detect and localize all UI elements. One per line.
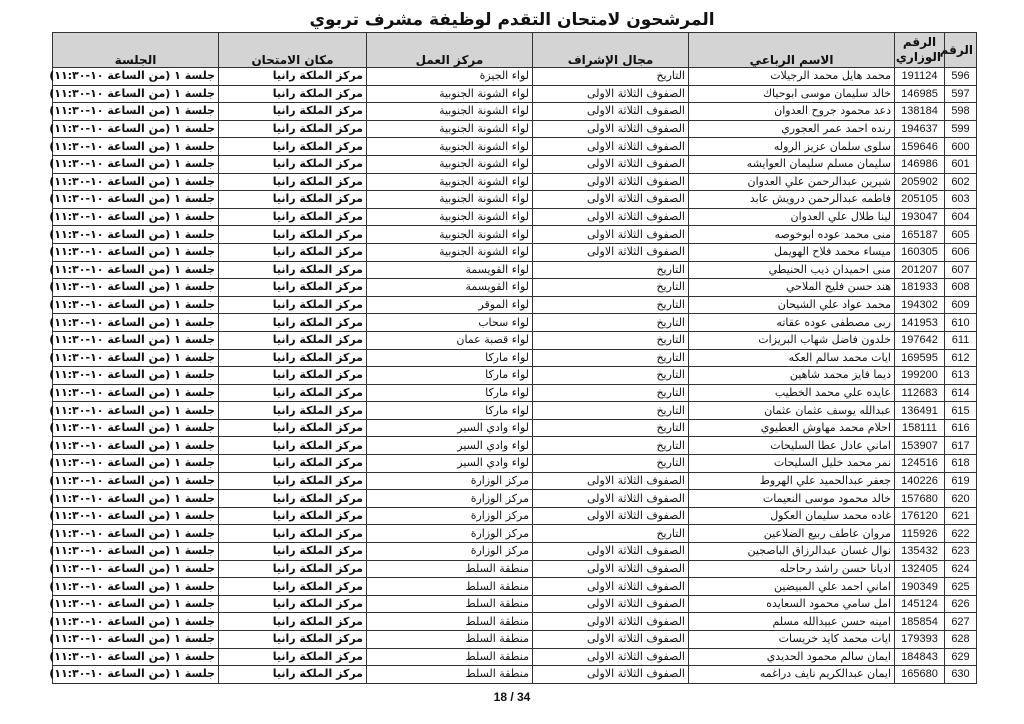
cell-ministry-id: 132405 [895, 560, 945, 578]
cell-seq: 629 [945, 648, 977, 666]
cell-session: جلسة ١ (من الساعة ١٠-١١:٣٠) [53, 578, 219, 596]
cell-ministry-id: 181933 [895, 279, 945, 297]
cell-workplace: لواء الشونة الجنوبية [367, 155, 533, 173]
table-row [53, 331, 977, 349]
cell-workplace: منطقة السلط [367, 648, 533, 666]
cell-name: منى احميدان ذيب الحنيطي [689, 261, 895, 279]
cell-exam-place: مركز الملكة رانيا [219, 191, 367, 209]
cell-field: التاريخ [533, 314, 689, 332]
cell-name: خالد سليمان موسى ابوحياك [689, 85, 895, 103]
cell-field: التاريخ [533, 279, 689, 297]
cell-exam-place: مركز الملكة رانيا [219, 419, 367, 437]
cell-seq: 600 [945, 138, 977, 156]
cell-workplace: لواء الشونة الجنوبية [367, 191, 533, 209]
header-workplace: مركز العمل [367, 33, 533, 68]
cell-name: نوال غسان عبدالرزاق الباصجين [689, 543, 895, 561]
cell-field: الصفوف الثلاثة الاولى [533, 103, 689, 121]
cell-field: الصفوف الثلاثة الاولى [533, 560, 689, 578]
cell-workplace: لواء ماركا [367, 402, 533, 420]
cell-seq: 599 [945, 120, 977, 138]
cell-field: الصفوف الثلاثة الاولى [533, 173, 689, 191]
cell-field: التاريخ [533, 367, 689, 385]
table-row [53, 613, 977, 631]
cell-seq: 603 [945, 191, 977, 209]
cell-field: التاريخ [533, 296, 689, 314]
table-row [53, 138, 977, 156]
table-row [53, 226, 977, 244]
cell-workplace: منطقة السلط [367, 666, 533, 684]
cell-name: سليمان مسلم سليمان العوايشه [689, 155, 895, 173]
cell-seq: 602 [945, 173, 977, 191]
cell-exam-place: مركز الملكة رانيا [219, 631, 367, 649]
cell-field: الصفوف الثلاثة الاولى [533, 507, 689, 525]
table-row [53, 243, 977, 261]
cell-seq: 620 [945, 490, 977, 508]
cell-ministry-id: 179393 [895, 631, 945, 649]
cell-name: هند حسن فليح الملاحي [689, 279, 895, 297]
cell-name: اماني احمد علي المبيضين [689, 578, 895, 596]
cell-workplace: لواء وادي السير [367, 419, 533, 437]
cell-field: الصفوف الثلاثة الاولى [533, 155, 689, 173]
table-row [53, 155, 977, 173]
cell-exam-place: مركز الملكة رانيا [219, 120, 367, 138]
cell-seq: 619 [945, 472, 977, 490]
cell-field: التاريخ [533, 437, 689, 455]
cell-seq: 604 [945, 208, 977, 226]
cell-name: ميساء محمد فلاح الهويمل [689, 243, 895, 261]
cell-exam-place: مركز الملكة رانيا [219, 472, 367, 490]
page-number: 18 / 34 [493, 690, 531, 704]
cell-workplace: منطقة السلط [367, 560, 533, 578]
table-row [53, 191, 977, 209]
cell-field: التاريخ [533, 331, 689, 349]
cell-ministry-id: 191124 [895, 68, 945, 86]
cell-ministry-id: 160305 [895, 243, 945, 261]
cell-workplace: لواء الشونة الجنوبية [367, 120, 533, 138]
cell-seq: 612 [945, 349, 977, 367]
cell-field: الصفوف الثلاثة الاولى [533, 85, 689, 103]
table-row [53, 296, 977, 314]
cell-ministry-id: 115926 [895, 525, 945, 543]
cell-field: التاريخ [533, 419, 689, 437]
cell-workplace: لواء ماركا [367, 349, 533, 367]
cell-field: التاريخ [533, 402, 689, 420]
cell-name: لينا طلال علي العدوان [689, 208, 895, 226]
cell-seq: 628 [945, 631, 977, 649]
cell-exam-place: مركز الملكة رانيا [219, 243, 367, 261]
cell-workplace: لواء سحاب [367, 314, 533, 332]
cell-session: جلسة ١ (من الساعة ١٠-١١:٣٠) [53, 507, 219, 525]
cell-seq: 623 [945, 543, 977, 561]
table-row [53, 666, 977, 684]
cell-ministry-id: 158111 [895, 419, 945, 437]
cell-seq: 606 [945, 243, 977, 261]
cell-exam-place: مركز الملكة رانيا [219, 155, 367, 173]
cell-name: ايات محمد كايد خريسات [689, 631, 895, 649]
cell-session: جلسة ١ (من الساعة ١٠-١١:٣٠) [53, 120, 219, 138]
cell-session: جلسة ١ (من الساعة ١٠-١١:٣٠) [53, 138, 219, 156]
table-row [53, 490, 977, 508]
cell-field: الصفوف الثلاثة الاولى [533, 631, 689, 649]
cell-name: ايمان عبدالكريم نايف دراغمه [689, 666, 895, 684]
cell-ministry-id: 159646 [895, 138, 945, 156]
cell-name: فاطمه عبدالرحمن درويش عابد [689, 191, 895, 209]
cell-exam-place: مركز الملكة رانيا [219, 490, 367, 508]
cell-workplace: لواء الشونة الجنوبية [367, 208, 533, 226]
cell-workplace: لواء الشونة الجنوبية [367, 85, 533, 103]
cell-session: جلسة ١ (من الساعة ١٠-١١:٣٠) [53, 173, 219, 191]
cell-exam-place: مركز الملكة رانيا [219, 437, 367, 455]
table-row [53, 120, 977, 138]
cell-session: جلسة ١ (من الساعة ١٠-١١:٣٠) [53, 226, 219, 244]
cell-field: الصفوف الثلاثة الاولى [533, 243, 689, 261]
cell-workplace: لواء الشونة الجنوبية [367, 226, 533, 244]
cell-workplace: لواء الشونة الجنوبية [367, 138, 533, 156]
cell-workplace: لواء القويسمة [367, 261, 533, 279]
cell-workplace: منطقة السلط [367, 631, 533, 649]
cell-seq: 607 [945, 261, 977, 279]
cell-exam-place: مركز الملكة رانيا [219, 331, 367, 349]
cell-ministry-id: 184843 [895, 648, 945, 666]
table-row [53, 349, 977, 367]
cell-ministry-id: 135432 [895, 543, 945, 561]
cell-session: جلسة ١ (من الساعة ١٠-١١:٣٠) [53, 349, 219, 367]
cell-session: جلسة ١ (من الساعة ١٠-١١:٣٠) [53, 402, 219, 420]
cell-seq: 601 [945, 155, 977, 173]
cell-exam-place: مركز الملكة رانيا [219, 226, 367, 244]
cell-exam-place: مركز الملكة رانيا [219, 314, 367, 332]
cell-ministry-id: 169595 [895, 349, 945, 367]
table-row [53, 314, 977, 332]
cell-seq: 621 [945, 507, 977, 525]
cell-session: جلسة ١ (من الساعة ١٠-١١:٣٠) [53, 613, 219, 631]
cell-name: عايده علي محمد الخطيب [689, 384, 895, 402]
header-ministry-id: الرقم الوزاري [895, 33, 945, 68]
cell-field: الصفوف الثلاثة الاولى [533, 191, 689, 209]
cell-exam-place: مركز الملكة رانيا [219, 349, 367, 367]
cell-workplace: مركز الوزارة [367, 507, 533, 525]
cell-workplace: لواء الموقر [367, 296, 533, 314]
cell-exam-place: مركز الملكة رانيا [219, 296, 367, 314]
cell-session: جلسة ١ (من الساعة ١٠-١١:٣٠) [53, 331, 219, 349]
table-row [53, 543, 977, 561]
cell-name: اماني عادل عطا السليحات [689, 437, 895, 455]
cell-exam-place: مركز الملكة رانيا [219, 507, 367, 525]
table-row [53, 631, 977, 649]
cell-exam-place: مركز الملكة رانيا [219, 173, 367, 191]
header-name: الاسم الرباعي [689, 33, 895, 68]
cell-seq: 610 [945, 314, 977, 332]
cell-session: جلسة ١ (من الساعة ١٠-١١:٣٠) [53, 191, 219, 209]
cell-seq: 630 [945, 666, 977, 684]
cell-field: التاريخ [533, 68, 689, 86]
cell-ministry-id: 112683 [895, 384, 945, 402]
table-row [53, 402, 977, 420]
cell-ministry-id: 146986 [895, 155, 945, 173]
cell-exam-place: مركز الملكة رانيا [219, 595, 367, 613]
cell-name: ايات محمد سالم العكه [689, 349, 895, 367]
header-exam-place: مكان الامتحان [219, 33, 367, 68]
cell-name: منى محمد عوده ابوخوصه [689, 226, 895, 244]
cell-ministry-id: 157680 [895, 490, 945, 508]
cell-session: جلسة ١ (من الساعة ١٠-١١:٣٠) [53, 543, 219, 561]
cell-session: جلسة ١ (من الساعة ١٠-١١:٣٠) [53, 261, 219, 279]
cell-seq: 626 [945, 595, 977, 613]
page-title: المرشحون لامتحان التقدم لوظيفة مشرف تربوي [309, 10, 715, 30]
table-row [53, 455, 977, 473]
cell-session: جلسة ١ (من الساعة ١٠-١١:٣٠) [53, 85, 219, 103]
cell-workplace: منطقة السلط [367, 613, 533, 631]
cell-ministry-id: 141953 [895, 314, 945, 332]
cell-ministry-id: 190349 [895, 578, 945, 596]
cell-field: الصفوف الثلاثة الاولى [533, 595, 689, 613]
cell-name: محمد عواد علي الشيحان [689, 296, 895, 314]
cell-exam-place: مركز الملكة رانيا [219, 138, 367, 156]
cell-field: الصفوف الثلاثة الاولى [533, 490, 689, 508]
cell-workplace: مركز الوزارة [367, 490, 533, 508]
table-row [53, 103, 977, 121]
cell-exam-place: مركز الملكة رانيا [219, 261, 367, 279]
cell-seq: 627 [945, 613, 977, 631]
cell-session: جلسة ١ (من الساعة ١٠-١١:٣٠) [53, 419, 219, 437]
candidates-table [49, 32, 977, 684]
cell-workplace: لواء ماركا [367, 367, 533, 385]
cell-ministry-id: 165680 [895, 666, 945, 684]
cell-exam-place: مركز الملكة رانيا [219, 525, 367, 543]
cell-ministry-id: 201207 [895, 261, 945, 279]
table-row [53, 208, 977, 226]
cell-workplace: لواء الجيزة [367, 68, 533, 86]
cell-seq: 611 [945, 331, 977, 349]
cell-seq: 622 [945, 525, 977, 543]
cell-ministry-id: 145124 [895, 595, 945, 613]
cell-field: الصفوف الثلاثة الاولى [533, 578, 689, 596]
cell-seq: 598 [945, 103, 977, 121]
cell-field: الصفوف الثلاثة الاولى [533, 472, 689, 490]
cell-exam-place: مركز الملكة رانيا [219, 208, 367, 226]
cell-session: جلسة ١ (من الساعة ١٠-١١:٣٠) [53, 314, 219, 332]
cell-session: جلسة ١ (من الساعة ١٠-١١:٣٠) [53, 367, 219, 385]
cell-exam-place: مركز الملكة رانيا [219, 68, 367, 86]
table-row [53, 367, 977, 385]
cell-session: جلسة ١ (من الساعة ١٠-١١:٣٠) [53, 472, 219, 490]
cell-workplace: لواء القويسمة [367, 279, 533, 297]
cell-name: امل سامي محمود السعايده [689, 595, 895, 613]
cell-seq: 609 [945, 296, 977, 314]
cell-field: الصفوف الثلاثة الاولى [533, 226, 689, 244]
cell-workplace: لواء قصبة عمان [367, 331, 533, 349]
cell-field: الصفوف الثلاثة الاولى [533, 613, 689, 631]
cell-session: جلسة ١ (من الساعة ١٠-١١:٣٠) [53, 666, 219, 684]
cell-ministry-id: 153907 [895, 437, 945, 455]
table-row [53, 173, 977, 191]
cell-exam-place: مركز الملكة رانيا [219, 85, 367, 103]
cell-session: جلسة ١ (من الساعة ١٠-١١:٣٠) [53, 68, 219, 86]
header-seq: الرقم [945, 33, 977, 68]
cell-ministry-id: 136491 [895, 402, 945, 420]
cell-session: جلسة ١ (من الساعة ١٠-١١:٣٠) [53, 208, 219, 226]
table-row [53, 68, 977, 86]
cell-ministry-id: 165187 [895, 226, 945, 244]
cell-ministry-id: 194302 [895, 296, 945, 314]
cell-name: ربى مصطفى عوده عقاته [689, 314, 895, 332]
cell-name: ديما فايز محمد شاهين [689, 367, 895, 385]
cell-name: محمد هايل محمد الرجيلات [689, 68, 895, 86]
cell-name: عبدالله يوسف عثمان عثمان [689, 402, 895, 420]
cell-seq: 617 [945, 437, 977, 455]
cell-name: سلوى سلمان عزيز الروله [689, 138, 895, 156]
cell-session: جلسة ١ (من الساعة ١٠-١١:٣٠) [53, 384, 219, 402]
table-row [53, 525, 977, 543]
table-row [53, 560, 977, 578]
cell-exam-place: مركز الملكة رانيا [219, 402, 367, 420]
cell-workplace: مركز الوزارة [367, 543, 533, 561]
cell-field: الصفوف الثلاثة الاولى [533, 208, 689, 226]
cell-workplace: لواء وادي السير [367, 455, 533, 473]
cell-workplace: لواء الشونة الجنوبية [367, 103, 533, 121]
cell-ministry-id: 138184 [895, 103, 945, 121]
table-row [53, 578, 977, 596]
cell-exam-place: مركز الملكة رانيا [219, 543, 367, 561]
cell-name: شيرين عبدالرحمن علي العدوان [689, 173, 895, 191]
cell-session: جلسة ١ (من الساعة ١٠-١١:٣٠) [53, 437, 219, 455]
table-body [49, 68, 977, 684]
cell-name: احلام محمد مهاوش العطيوي [689, 419, 895, 437]
cell-field: الصفوف الثلاثة الاولى [533, 648, 689, 666]
cell-session: جلسة ١ (من الساعة ١٠-١١:٣٠) [53, 525, 219, 543]
cell-name: امينه حسن عبيدالله مسلم [689, 613, 895, 631]
table-row [53, 507, 977, 525]
table-row [53, 595, 977, 613]
cell-ministry-id: 140226 [895, 472, 945, 490]
cell-session: جلسة ١ (من الساعة ١٠-١١:٣٠) [53, 595, 219, 613]
cell-ministry-id: 205902 [895, 173, 945, 191]
cell-ministry-id: 185854 [895, 613, 945, 631]
cell-workplace: مركز الوزارة [367, 525, 533, 543]
header-field: مجال الإشراف [533, 33, 689, 68]
cell-field: الصفوف الثلاثة الاولى [533, 543, 689, 561]
cell-name: نمر محمد خليل السليحات [689, 455, 895, 473]
cell-ministry-id: 205105 [895, 191, 945, 209]
table-row [53, 261, 977, 279]
cell-seq: 625 [945, 578, 977, 596]
cell-exam-place: مركز الملكة رانيا [219, 455, 367, 473]
cell-field: التاريخ [533, 384, 689, 402]
cell-session: جلسة ١ (من الساعة ١٠-١١:٣٠) [53, 455, 219, 473]
cell-exam-place: مركز الملكة رانيا [219, 367, 367, 385]
cell-name: خالد محمود موسى النعيمات [689, 490, 895, 508]
cell-workplace: لواء ماركا [367, 384, 533, 402]
cell-name: غاده محمد سليمان العكول [689, 507, 895, 525]
cell-session: جلسة ١ (من الساعة ١٠-١١:٣٠) [53, 296, 219, 314]
cell-name: ايمان سالم محمود الحديدي [689, 648, 895, 666]
cell-ministry-id: 197642 [895, 331, 945, 349]
cell-seq: 605 [945, 226, 977, 244]
table-row [53, 419, 977, 437]
cell-exam-place: مركز الملكة رانيا [219, 648, 367, 666]
cell-workplace: لواء وادي السير [367, 437, 533, 455]
cell-workplace: منطقة السلط [367, 578, 533, 596]
cell-ministry-id: 176120 [895, 507, 945, 525]
cell-exam-place: مركز الملكة رانيا [219, 103, 367, 121]
cell-field: الصفوف الثلاثة الاولى [533, 666, 689, 684]
table-row [53, 472, 977, 490]
cell-seq: 616 [945, 419, 977, 437]
cell-field: الصفوف الثلاثة الاولى [533, 120, 689, 138]
cell-session: جلسة ١ (من الساعة ١٠-١١:٣٠) [53, 631, 219, 649]
cell-ministry-id: 193047 [895, 208, 945, 226]
cell-session: جلسة ١ (من الساعة ١٠-١١:٣٠) [53, 490, 219, 508]
cell-name: جعفر عبدالحميد علي الهروط [689, 472, 895, 490]
cell-seq: 614 [945, 384, 977, 402]
cell-ministry-id: 146985 [895, 85, 945, 103]
cell-exam-place: مركز الملكة رانيا [219, 613, 367, 631]
cell-session: جلسة ١ (من الساعة ١٠-١١:٣٠) [53, 648, 219, 666]
table-row [53, 437, 977, 455]
cell-session: جلسة ١ (من الساعة ١٠-١١:٣٠) [53, 155, 219, 173]
cell-workplace: لواء الشونة الجنوبية [367, 243, 533, 261]
cell-workplace: لواء الشونة الجنوبية [367, 173, 533, 191]
table-header [53, 33, 977, 68]
cell-seq: 597 [945, 85, 977, 103]
table-row [53, 279, 977, 297]
cell-exam-place: مركز الملكة رانيا [219, 384, 367, 402]
cell-workplace: مركز الوزارة [367, 472, 533, 490]
cell-ministry-id: 124516 [895, 455, 945, 473]
table-row [53, 384, 977, 402]
cell-name: اديانا حسن راشد رحاحله [689, 560, 895, 578]
cell-field: التاريخ [533, 525, 689, 543]
cell-field: الصفوف الثلاثة الاولى [533, 138, 689, 156]
cell-session: جلسة ١ (من الساعة ١٠-١١:٣٠) [53, 560, 219, 578]
cell-exam-place: مركز الملكة رانيا [219, 666, 367, 684]
cell-session: جلسة ١ (من الساعة ١٠-١١:٣٠) [53, 279, 219, 297]
cell-name: مروان عاطف ربيع الضلاعين [689, 525, 895, 543]
cell-seq: 613 [945, 367, 977, 385]
cell-field: التاريخ [533, 349, 689, 367]
cell-ministry-id: 194637 [895, 120, 945, 138]
cell-exam-place: مركز الملكة رانيا [219, 560, 367, 578]
cell-name: رنده احمد عمر العجوري [689, 120, 895, 138]
cell-workplace: منطقة السلط [367, 595, 533, 613]
cell-session: جلسة ١ (من الساعة ١٠-١١:٣٠) [53, 243, 219, 261]
cell-seq: 624 [945, 560, 977, 578]
cell-session: جلسة ١ (من الساعة ١٠-١١:٣٠) [53, 103, 219, 121]
cell-seq: 596 [945, 68, 977, 86]
cell-ministry-id: 199200 [895, 367, 945, 385]
cell-field: التاريخ [533, 261, 689, 279]
cell-seq: 615 [945, 402, 977, 420]
table-row [53, 648, 977, 666]
cell-seq: 608 [945, 279, 977, 297]
cell-exam-place: مركز الملكة رانيا [219, 279, 367, 297]
cell-field: التاريخ [533, 455, 689, 473]
header-session: الجلسة [53, 33, 219, 68]
cell-name: دعد محمود جروح العدوان [689, 103, 895, 121]
cell-seq: 618 [945, 455, 977, 473]
table-row [53, 85, 977, 103]
cell-name: خلدون فاضل شهاب البريزات [689, 331, 895, 349]
cell-exam-place: مركز الملكة رانيا [219, 578, 367, 596]
